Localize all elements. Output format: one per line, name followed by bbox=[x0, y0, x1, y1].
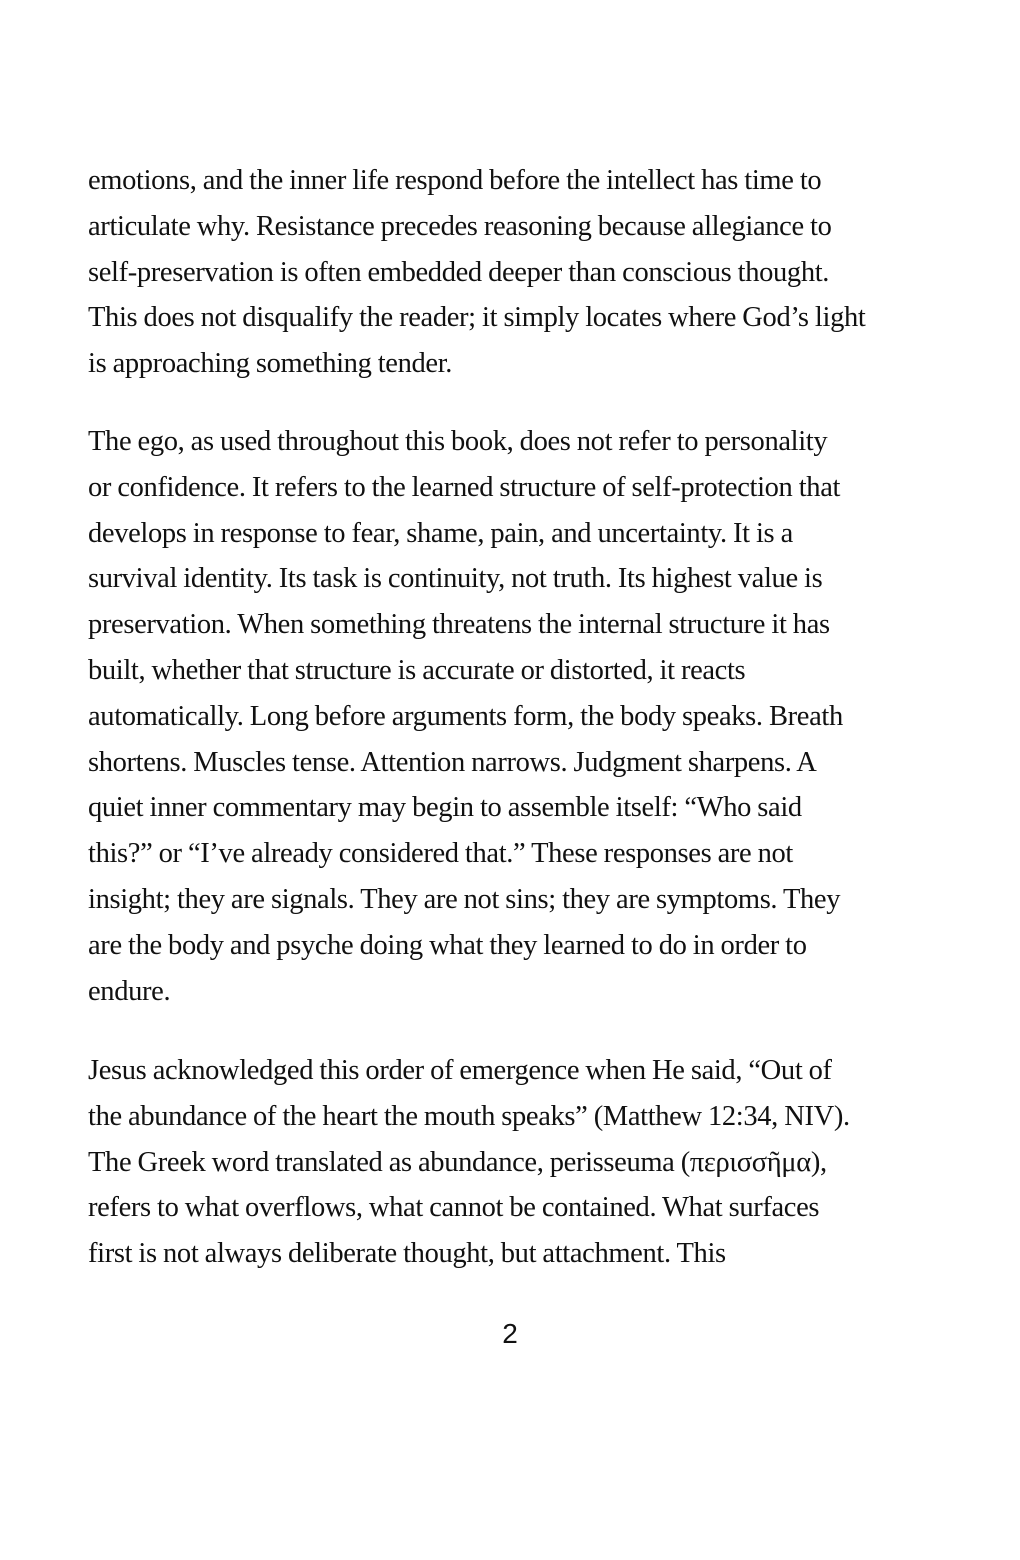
paragraph bbox=[88, 1048, 948, 1277]
text-line: articulate why. Resistance precedes reasoning because allegiance to bbox=[88, 210, 832, 242]
text-line: automatically. Long before arguments form, the body speaks. Breath bbox=[88, 700, 843, 732]
paragraph bbox=[88, 158, 948, 387]
text-line: the abundance of the heart the mouth speaks” (Matthew 12:34, NIV). bbox=[88, 1100, 850, 1132]
text-line: The Greek word translated as abundance, perisseuma (περισσῆμα), bbox=[88, 1146, 827, 1178]
text-line: are the body and psyche doing what they learned to do in order to bbox=[88, 929, 807, 961]
text-line: quiet inner commentary may begin to assemble itself: “Who said bbox=[88, 792, 802, 824]
text-line: insight; they are signals. They are not sins; they are symptoms. They bbox=[88, 883, 841, 915]
text-line: refers to what overflows, what cannot be contained. What surfaces bbox=[88, 1192, 820, 1224]
text-line: self-preservation is often embedded deeper than conscious thought. bbox=[88, 256, 830, 288]
text-line: endure. bbox=[88, 975, 171, 1007]
text-line: The ego, as used throughout this book, does not refer to personality bbox=[88, 426, 828, 457]
text-line: Jesus acknowledged this order of emergence when He said, “Out of bbox=[88, 1055, 832, 1086]
text-line: develops in response to fear, shame, pain, and uncertainty. It is a bbox=[88, 517, 793, 549]
text-line: shortens. Muscles tense. Attention narrows. Judgment sharpens. A bbox=[88, 746, 817, 778]
text-line: this?” or “I’ve already considered that.” These responses are not bbox=[88, 838, 793, 870]
text-line: preservation. When something threatens the internal structure it has bbox=[88, 609, 830, 641]
text-line: is approaching something tender. bbox=[88, 348, 453, 380]
text-line: survival identity. Its task is continuity, not truth. Its highest value is bbox=[88, 563, 823, 595]
text-line: emotions, and the inner life respond before the intellect has time to bbox=[88, 165, 822, 196]
text-line: or confidence. It refers to the learned structure of self-protection that bbox=[88, 471, 841, 503]
paragraph bbox=[88, 419, 948, 1014]
text-line: built, whether that structure is accurate or distorted, it reacts bbox=[88, 654, 746, 686]
page-number: 2 bbox=[502, 1318, 518, 1349]
text-line: first is not always deliberate thought, but attachment. This bbox=[88, 1238, 726, 1270]
text-line: This does not disqualify the reader; it simply locates where God’s light bbox=[88, 302, 866, 334]
